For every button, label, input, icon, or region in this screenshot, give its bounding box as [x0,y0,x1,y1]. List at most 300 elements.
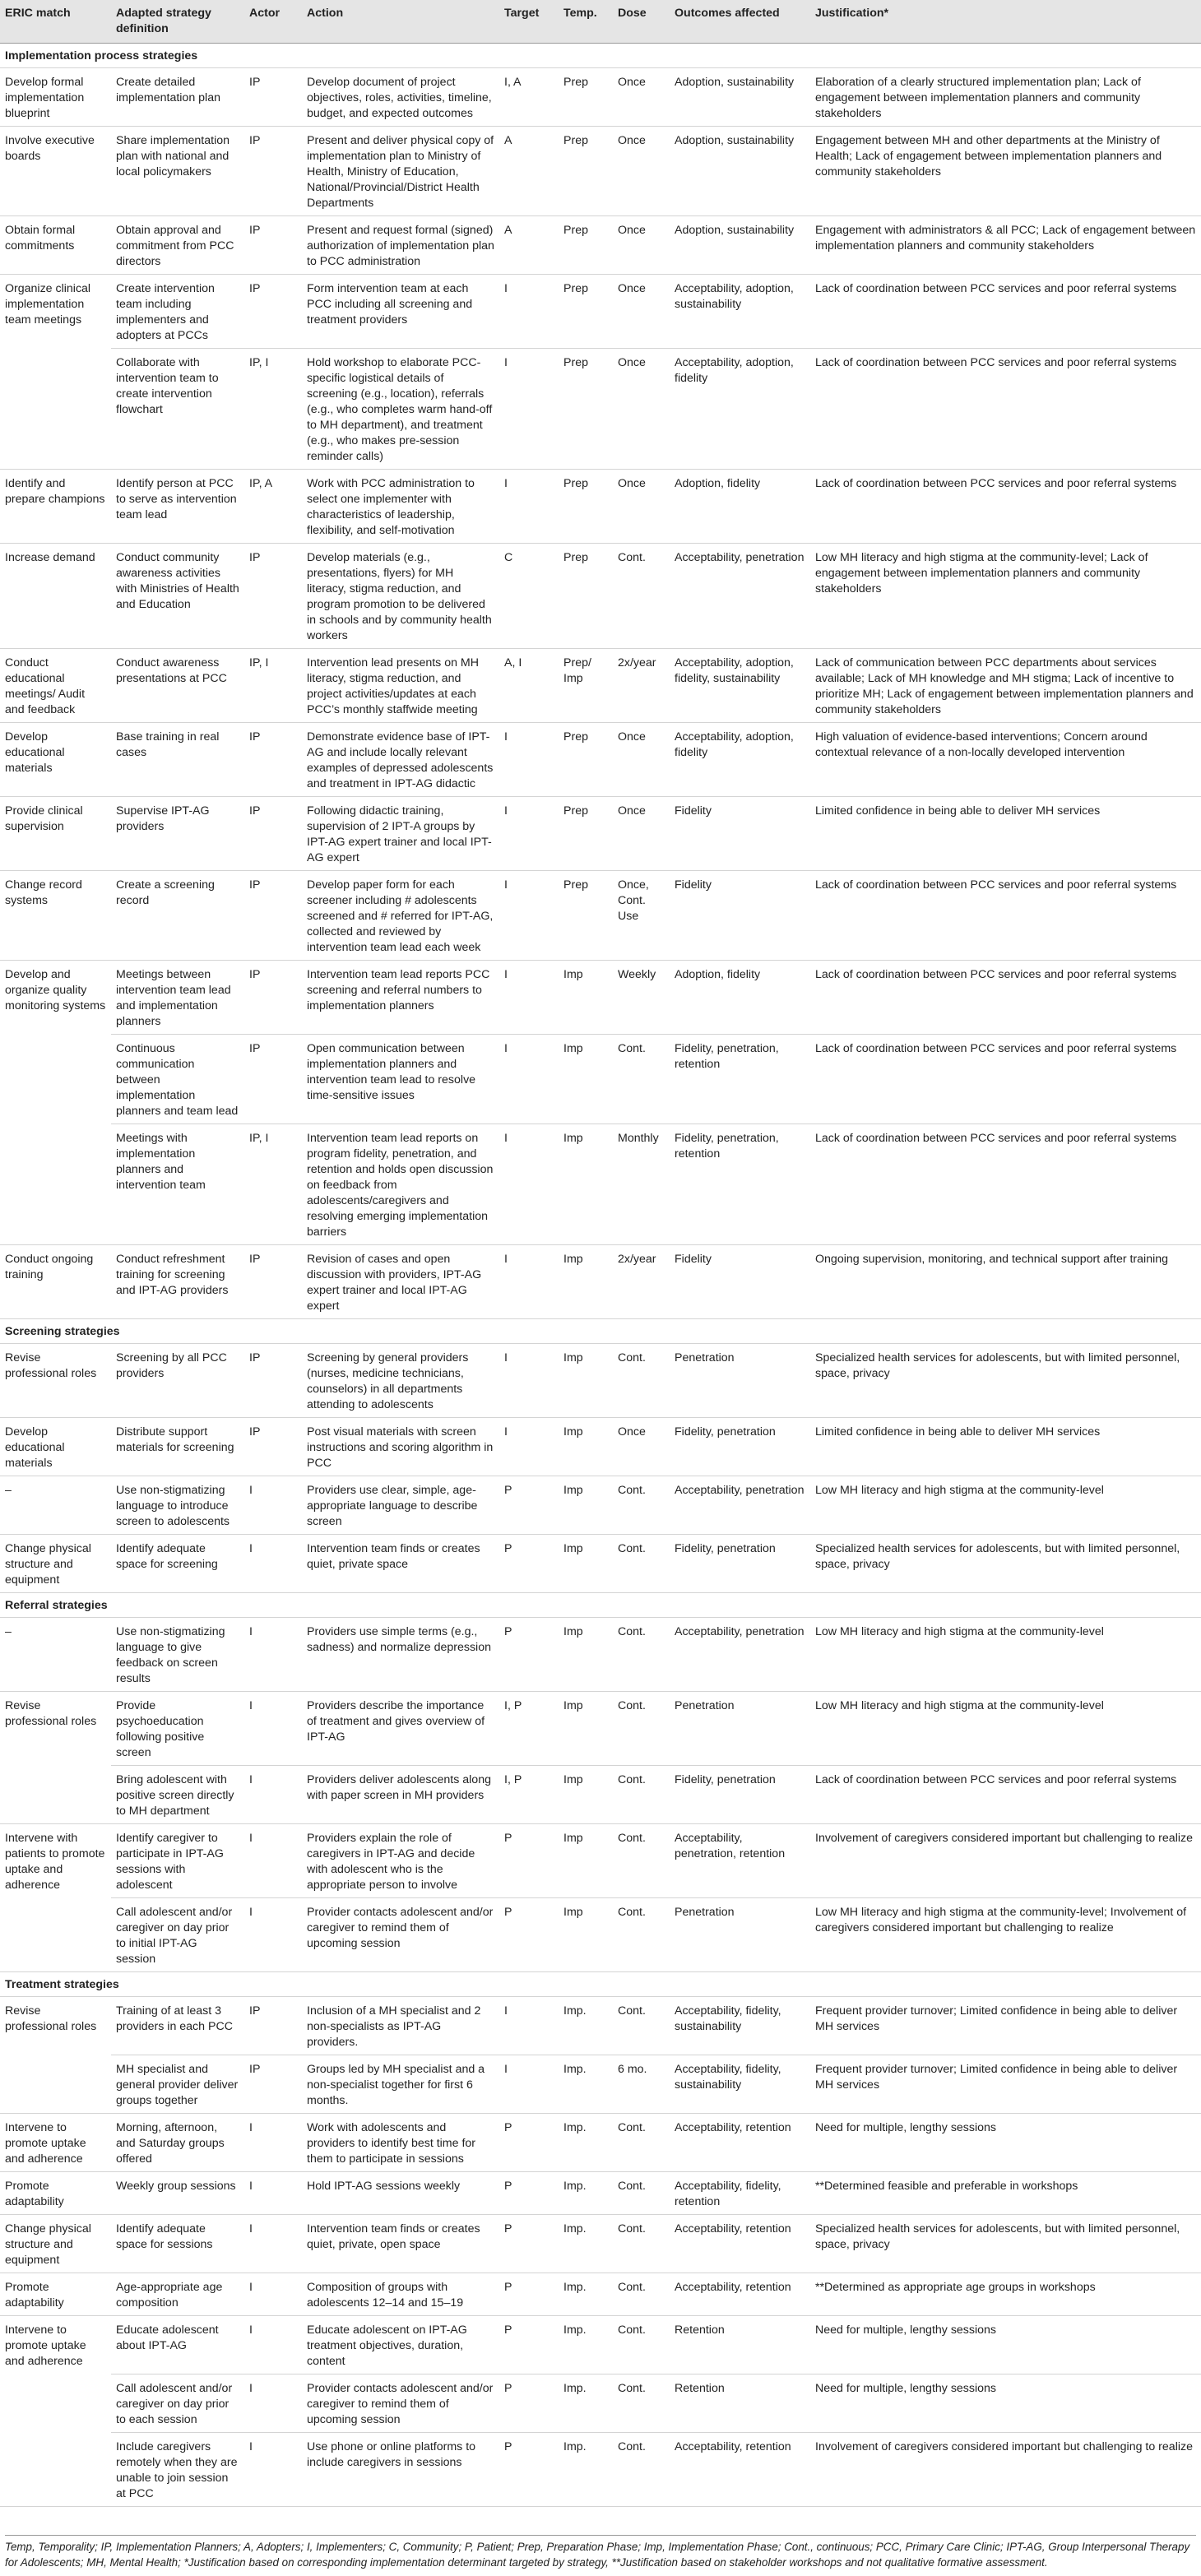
temporality-cell: Imp [559,1898,613,1972]
target-cell: I, A [499,68,559,127]
section-title: Treatment strategies [0,1972,1201,1997]
dose-cell: Weekly [613,961,670,1035]
temporality-cell: Prep [559,349,613,470]
actor-cell: I [244,1824,302,1898]
table-row [0,723,1201,797]
section-title: Implementation process strategies [0,44,1201,68]
table-row [0,1245,1201,1319]
target-cell: I [499,1418,559,1476]
dose-cell: Once [613,349,670,470]
justification-cell: Ongoing supervision, monitoring, and technical support after training [810,1245,1201,1319]
eric-match-cell [0,349,111,470]
justification-cell: High valuation of evidence-based interventions; Concern around contextual relevance of a non-locally developed intervention [810,723,1201,797]
outcomes-cell: Acceptability, penetration [670,1476,810,1535]
action-cell: Work with PCC administration to select one implementer with characteristics of leadership, flexibility, and self-motivation [302,470,499,544]
strategy-definition-cell: Create detailed implementation plan [111,68,244,127]
justification-cell: **Determined feasible and preferable in workshops [810,2172,1201,2215]
target-cell: P [499,2215,559,2273]
table-row [0,1418,1201,1476]
table-row [0,2055,1201,2114]
action-cell: Providers use clear, simple, age-appropriate language to describe screen [302,1476,499,1535]
dose-cell: Once [613,470,670,544]
dose-cell: Once [613,127,670,216]
strategy-definition-cell: Conduct community awareness activities with Ministries of Health and Education [111,544,244,649]
table-row [0,1898,1201,1972]
outcomes-cell: Acceptability, penetration, retention [670,1824,810,1898]
strategy-definition-cell: Identify person at PCC to serve as intervention team lead [111,470,244,544]
target-cell: I [499,871,559,961]
table-footnote: Temp, Temporality; IP, Implementation Planners; A, Adopters; I, Implementers; C, Community; P, Patient; Prep, Preparation Phase; Imp, Implementation Phase; Cont., continuous; PCC, Primary Care Clinic; IPT-AG, Group Interpersonal Therapy for Adolescents; MH, Mental Health; *Justification based on corresponding implementation determinant targeted by strategy, **Justification based on stakeholder workshops and not qualitative formative assessment. [5,2535,1196,2570]
column-header: Target [499,0,559,44]
actor-cell: I [244,1692,302,1766]
action-cell: Providers describe the importance of treatment and gives overview of IPT-AG [302,1692,499,1766]
strategy-definition-cell: Training of at least 3 providers in each PCC [111,1997,244,2055]
temporality-cell: Imp [559,1418,613,1476]
eric-match-cell: – [0,1618,111,1692]
column-header: Outcomes affected [670,0,810,44]
action-cell: Present and request formal (signed) authorization of implementation plan to PCC administration [302,216,499,275]
justification-cell: Lack of coordination between PCC services and poor referral systems [810,1124,1201,1245]
table-row [0,1535,1201,1593]
table-row [0,275,1201,349]
justification-cell: Lack of coordination between PCC services and poor referral systems [810,1035,1201,1124]
strategy-definition-cell: Conduct awareness presentations at PCC [111,649,244,723]
justification-cell: Specialized health services for adolescents, but with limited personnel, space, privacy [810,1535,1201,1593]
target-cell: I [499,797,559,871]
eric-match-cell: Increase demand [0,544,111,649]
temporality-cell: Prep [559,871,613,961]
table-row [0,1035,1201,1124]
temporality-cell: Imp [559,961,613,1035]
table-row [0,2316,1201,2374]
strategy-definition-cell: Provide psychoeducation following positive screen [111,1692,244,1766]
eric-match-cell: – [0,1476,111,1535]
justification-cell: Elaboration of a clearly structured implementation plan; Lack of engagement between implementation planners and community stakeholders [810,68,1201,127]
target-cell: P [499,2374,559,2433]
action-cell: Provider contacts adolescent and/or caregiver to remind them of upcoming session [302,1898,499,1972]
actor-cell: IP [244,871,302,961]
outcomes-cell: Penetration [670,1898,810,1972]
action-cell: Educate adolescent on IPT-AG treatment objectives, duration, content [302,2316,499,2374]
action-cell: Use phone or online platforms to include caregivers in sessions [302,2433,499,2507]
eric-match-cell [0,2433,111,2507]
table-body [0,44,1201,2507]
table-row [0,1692,1201,1766]
strategy-definition-cell: Age-appropriate age composition [111,2273,244,2316]
action-cell: Intervention lead presents on MH literacy, stigma reduction, and project activities/updates at each PCC’s monthly staffwide meeting [302,649,499,723]
table-row [0,544,1201,649]
section-title: Screening strategies [0,1319,1201,1344]
table-row [0,1997,1201,2055]
eric-match-cell: Promote adaptability [0,2273,111,2316]
temporality-cell: Prep [559,797,613,871]
outcomes-cell: Acceptability, fidelity, sustainability [670,1997,810,2055]
column-header: Adapted strategy definition [111,0,244,44]
strategy-definition-cell: Continuous communication between implementation planners and team lead [111,1035,244,1124]
target-cell: I [499,1997,559,2055]
table-row [0,649,1201,723]
dose-cell: Once [613,275,670,349]
strategy-definition-cell: Distribute support materials for screening [111,1418,244,1476]
dose-cell: Cont. [613,2114,670,2172]
dose-cell: Cont. [613,2316,670,2374]
temporality-cell: Imp [559,1535,613,1593]
temporality-cell: Prep [559,216,613,275]
target-cell: I [499,349,559,470]
actor-cell: I [244,2114,302,2172]
eric-match-cell [0,2055,111,2114]
temporality-cell: Prep [559,68,613,127]
target-cell: C [499,544,559,649]
justification-cell: Need for multiple, lengthy sessions [810,2374,1201,2433]
strategy-definition-cell: Weekly group sessions [111,2172,244,2215]
column-header: Action [302,0,499,44]
eric-match-cell: Change physical structure and equipment [0,2215,111,2273]
dose-cell: 2x/year [613,649,670,723]
temporality-cell: Imp [559,1476,613,1535]
table-row [0,127,1201,216]
actor-cell: I [244,1766,302,1824]
eric-match-cell: Intervene to promote uptake and adherence [0,2114,111,2172]
temporality-cell: Imp [559,1766,613,1824]
temporality-cell: Imp [559,1124,613,1245]
column-header: Actor [244,0,302,44]
action-cell: Composition of groups with adolescents 12–14 and 15–19 [302,2273,499,2316]
action-cell: Intervention team finds or creates quiet, private, open space [302,2215,499,2273]
action-cell: Develop paper form for each screener including # adolescents screened and # referred for IPT-AG, collected and reviewed by intervention team lead each week [302,871,499,961]
action-cell: Post visual materials with screen instructions and scoring algorithm in PCC [302,1418,499,1476]
table-row [0,1766,1201,1824]
actor-cell: IP [244,68,302,127]
action-cell: Open communication between implementation planners and intervention team lead to resolve time-sensitive issues [302,1035,499,1124]
justification-cell: Low MH literacy and high stigma at the community-level; Involvement of caregivers considered important but challenging to realize [810,1898,1201,1972]
outcomes-cell: Acceptability, adoption, fidelity [670,723,810,797]
strategy-definition-cell: Include caregivers remotely when they are unable to join session at PCC [111,2433,244,2507]
strategy-definition-cell: Base training in real cases [111,723,244,797]
justification-cell: Need for multiple, lengthy sessions [810,2114,1201,2172]
actor-cell: IP, I [244,1124,302,1245]
actor-cell: IP [244,1997,302,2055]
action-cell: Hold IPT-AG sessions weekly [302,2172,499,2215]
target-cell: I [499,1245,559,1319]
temporality-cell: Imp. [559,2374,613,2433]
dose-cell: Cont. [613,1824,670,1898]
table-row [0,961,1201,1035]
justification-cell: Lack of coordination between PCC services and poor referral systems [810,871,1201,961]
strategy-definition-cell: Conduct refreshment training for screening and IPT-AG providers [111,1245,244,1319]
dose-cell: 6 mo. [613,2055,670,2114]
target-cell: P [499,2316,559,2374]
eric-match-cell: Revise professional roles [5,2004,97,2033]
actor-cell: IP [244,1245,302,1319]
outcomes-cell: Acceptability, adoption, sustainability [670,275,810,349]
temporality-cell: Imp. [559,2215,613,2273]
outcomes-cell: Acceptability, adoption, fidelity [670,349,810,470]
action-cell: Hold workshop to elaborate PCC-specific logistical details of screening (e.g., location), referrals (e.g., who completes warm hand-off to MH department), and treatment (e.g., who makes pre-session reminder calls) [302,349,499,470]
outcomes-cell: Acceptability, penetration [670,1618,810,1692]
eric-match-cell [0,1898,111,1972]
action-cell: Groups led by MH specialist and a non-specialist together for first 6 months. [302,2055,499,2114]
strategy-definition-cell: Use non-stigmatizing language to give feedback on screen results [111,1618,244,1692]
outcomes-cell: Acceptability, retention [670,2215,810,2273]
eric-match-cell: Intervene to promote uptake and adherence [5,2323,86,2368]
target-cell: I [499,723,559,797]
dose-cell: Cont. [613,1997,670,2055]
dose-cell: Once [613,1418,670,1476]
action-cell: Demonstrate evidence base of IPT-AG and include locally relevant examples of depressed adolescents and treatment in IPT-AG didactic [302,723,499,797]
eric-match-cell [0,1035,111,1124]
dose-cell: Cont. [613,1035,670,1124]
action-cell: Develop materials (e.g., presentations, flyers) for MH literacy, stigma reduction, and program promotion to be delivered in schools and by community health workers [302,544,499,649]
target-cell: A [499,127,559,216]
outcomes-cell: Fidelity, penetration [670,1418,810,1476]
target-cell: P [499,2172,559,2215]
outcomes-cell: Fidelity [670,871,810,961]
justification-cell: Frequent provider turnover; Limited confidence in being able to deliver MH services [810,2055,1201,2114]
eric-match-cell [0,2374,111,2433]
dose-cell: Once [613,216,670,275]
target-cell: I [499,470,559,544]
outcomes-cell: Fidelity [670,797,810,871]
target-cell: I [499,961,559,1035]
strategy-definition-cell: Share implementation plan with national and local policymakers [111,127,244,216]
header-row [0,0,1201,44]
outcomes-cell: Acceptability, adoption, fidelity, sustainability [670,649,810,723]
table-row [0,2273,1201,2316]
eric-match-cell: Develop and organize quality monitoring systems [5,968,106,1012]
column-header: Justification* [810,0,1201,44]
actor-cell: I [244,1898,302,1972]
table-header [0,0,1201,44]
dose-cell: Cont. [613,2374,670,2433]
action-cell: Intervention team lead reports PCC screening and referral numbers to implementation planners [302,961,499,1035]
strategy-definition-cell: Meetings between intervention team lead and implementation planners [111,961,244,1035]
justification-cell: Low MH literacy and high stigma at the community-level [810,1476,1201,1535]
dose-cell: Cont. [613,2433,670,2507]
target-cell: I [499,1124,559,1245]
actor-cell: I [244,2215,302,2273]
table-row [0,2172,1201,2215]
table-row [0,2433,1201,2507]
dose-cell: Cont. [613,544,670,649]
strategy-definition-cell: Identify caregiver to participate in IPT-AG sessions with adolescent [111,1824,244,1898]
temporality-cell: Imp [559,1035,613,1124]
eric-match-cell: Organize clinical implementation team meetings [5,282,91,327]
actor-cell: IP [244,723,302,797]
table-row [0,1618,1201,1692]
table-row [0,2215,1201,2273]
temporality-cell: Prep [559,544,613,649]
outcomes-cell: Acceptability, retention [670,2273,810,2316]
action-cell: Screening by general providers (nurses, medicine technicians, counselors) in all departments attending to adolescents [302,1344,499,1418]
justification-cell: Lack of coordination between PCC services and poor referral systems [810,349,1201,470]
actor-cell: IP, I [244,649,302,723]
strategy-definition-cell: Use non-stigmatizing language to introduce screen to adolescents [111,1476,244,1535]
action-cell: Intervention team finds or creates quiet, private space [302,1535,499,1593]
table-row [0,871,1201,961]
target-cell: P [499,1618,559,1692]
eric-match-cell [0,1766,111,1824]
action-cell: Providers deliver adolescents along with paper screen in MH providers [302,1766,499,1824]
temporality-cell: Imp [559,1245,613,1319]
section-header-row [0,44,1201,68]
dose-cell: Cont. [613,1476,670,1535]
eric-match-cell: Change physical structure and equipment [0,1535,111,1593]
justification-cell: Engagement with administrators & all PCC; Lack of engagement between implementation planners and community stakeholders [810,216,1201,275]
dose-cell: Monthly [613,1124,670,1245]
dose-cell: Cont. [613,1344,670,1418]
temporality-cell: Imp [559,1824,613,1898]
target-cell: I, P [499,1766,559,1824]
outcomes-cell: Acceptability, penetration [670,544,810,649]
justification-cell: Frequent provider turnover; Limited confidence in being able to deliver MH services [810,1997,1201,2055]
temporality-cell: Prep [559,723,613,797]
justification-cell: Lack of coordination between PCC services and poor referral systems [810,961,1201,1035]
justification-cell: Low MH literacy and high stigma at the community-level [810,1618,1201,1692]
actor-cell: IP [244,1035,302,1124]
eric-match-cell: Involve executive boards [0,127,111,216]
actor-cell: IP [244,961,302,1035]
outcomes-cell: Adoption, sustainability [670,216,810,275]
outcomes-cell: Penetration [670,1692,810,1766]
strategy-definition-cell: Identify adequate space for sessions [111,2215,244,2273]
outcomes-cell: Adoption, sustainability [670,68,810,127]
target-cell: A, I [499,649,559,723]
strategy-definition-cell: Collaborate with intervention team to create intervention flowchart [111,349,244,470]
actor-cell: IP [244,544,302,649]
actor-cell: I [244,2433,302,2507]
strategy-definition-cell: Screening by all PCC providers [111,1344,244,1418]
dose-cell: Cont. [613,1535,670,1593]
dose-cell: Once [613,68,670,127]
outcomes-cell: Adoption, fidelity [670,961,810,1035]
column-header: Temp. [559,0,613,44]
justification-cell: Limited confidence in being able to deliver MH services [810,797,1201,871]
target-cell: P [499,2433,559,2507]
justification-cell: Lack of coordination between PCC services and poor referral systems [810,470,1201,544]
action-cell: Following didactic training, supervision of 2 IPT-A groups by IPT-AG expert trainer and local IPT-AG expert [302,797,499,871]
table-row [0,1124,1201,1245]
action-cell: Intervention team lead reports on program fidelity, penetration, and retention and holds open discussion on feedback from adolescents/caregivers and resolving emerging implementation barriers [302,1124,499,1245]
strategy-definition-cell: Supervise IPT-AG providers [111,797,244,871]
temporality-cell: Imp. [559,2114,613,2172]
justification-cell: Lack of coordination between PCC services and poor referral systems [810,275,1201,349]
temporality-cell: Imp. [559,2273,613,2316]
outcomes-cell: Adoption, fidelity [670,470,810,544]
target-cell: A [499,216,559,275]
target-cell: I [499,2055,559,2114]
temporality-cell: Imp [559,1618,613,1692]
dose-cell: Once [613,723,670,797]
eric-match-cell: Intervene with patients to promote uptake and adherence [5,1832,105,1892]
eric-match-cell: Revise professional roles [5,1699,97,1728]
outcomes-cell: Retention [670,2374,810,2433]
section-header-row [0,1593,1201,1618]
eric-match-cell: Change record systems [0,871,111,961]
eric-match-cell: Promote adaptability [0,2172,111,2215]
justification-cell: Low MH literacy and high stigma at the community-level; Lack of engagement between implementation planners and community stakeholders [810,544,1201,649]
justification-cell: Specialized health services for adolescents, but with limited personnel, space, privacy [810,1344,1201,1418]
action-cell: Providers explain the role of caregivers in IPT-AG and decide with adolescent who is the appropriate person to involve [302,1824,499,1898]
outcomes-cell: Fidelity [670,1245,810,1319]
table-row [0,68,1201,127]
target-cell: I [499,275,559,349]
column-header: Dose [613,0,670,44]
justification-cell: Involvement of caregivers considered important but challenging to realize [810,2433,1201,2507]
actor-cell: I [244,1618,302,1692]
dose-cell: Cont. [613,1898,670,1972]
justification-cell: Low MH literacy and high stigma at the community-level [810,1692,1201,1766]
eric-match-cell: Develop educational materials [0,1418,111,1476]
eric-match-cell: Conduct educational meetings/ Audit and feedback [0,649,111,723]
table-row [0,1476,1201,1535]
strategy-definition-cell: Create intervention team including implementers and adopters at PCCs [111,275,244,349]
actor-cell: IP, I [244,349,302,470]
temporality-cell: Imp. [559,2172,613,2215]
action-cell: Work with adolescents and providers to identify best time for them to participate in sessions [302,2114,499,2172]
actor-cell: I [244,1476,302,1535]
target-cell: P [499,1476,559,1535]
table-row [0,2114,1201,2172]
action-cell: Develop document of project objectives, roles, activities, timeline, budget, and expected outcomes [302,68,499,127]
action-cell: Revision of cases and open discussion with providers, IPT-AG expert trainer and local IPT-AG expert [302,1245,499,1319]
dose-cell: Once [613,797,670,871]
target-cell: P [499,1824,559,1898]
temporality-cell: Prep [559,275,613,349]
temporality-cell: Imp. [559,2433,613,2507]
dose-cell: 2x/year [613,1245,670,1319]
dose-cell: Cont. [613,1766,670,1824]
target-cell: P [499,1535,559,1593]
temporality-cell: Imp [559,1692,613,1766]
dose-cell: Cont. [613,1692,670,1766]
outcomes-cell: Acceptability, fidelity, retention [670,2172,810,2215]
actor-cell: IP [244,1344,302,1418]
target-cell: P [499,2273,559,2316]
outcomes-cell: Fidelity, penetration [670,1766,810,1824]
dose-cell: Cont. [613,1618,670,1692]
strategy-definition-cell: Create a screening record [111,871,244,961]
dose-cell: Cont. [613,2215,670,2273]
outcomes-cell: Acceptability, fidelity, sustainability [670,2055,810,2114]
justification-cell: Involvement of caregivers considered important but challenging to realize [810,1824,1201,1898]
outcomes-cell: Fidelity, penetration, retention [670,1124,810,1245]
eric-match-cell: Identify and prepare champions [0,470,111,544]
actor-cell: IP [244,1418,302,1476]
target-cell: P [499,1898,559,1972]
table-row [0,1824,1201,1898]
section-header-row [0,1319,1201,1344]
target-cell: P [499,2114,559,2172]
strategy-definition-cell: Call adolescent and/or caregiver on day prior to initial IPT-AG session [111,1898,244,1972]
strategy-definition-cell: Bring adolescent with positive screen directly to MH department [111,1766,244,1824]
table-row [0,2374,1201,2433]
temporality-cell: Prep [559,470,613,544]
target-cell: I [499,1035,559,1124]
strategy-definition-cell: Meetings with implementation planners and intervention team [111,1124,244,1245]
eric-match-cell: Conduct ongoing training [0,1245,111,1319]
dose-cell: Cont. [613,2273,670,2316]
eric-match-cell: Revise professional roles [0,1344,111,1418]
actor-cell: IP [244,127,302,216]
table-row [0,470,1201,544]
table-row [0,349,1201,470]
strategy-definition-cell: Identify adequate space for screening [111,1535,244,1593]
table-row [0,797,1201,871]
justification-cell: Lack of communication between PCC departments about services available; Lack of MH knowledge and MH stigma; Lack of incentive to prioritize MH; Lack of engagement between implementation planners and community stakeholders [810,649,1201,723]
actor-cell: IP [244,275,302,349]
outcomes-cell: Retention [670,2316,810,2374]
